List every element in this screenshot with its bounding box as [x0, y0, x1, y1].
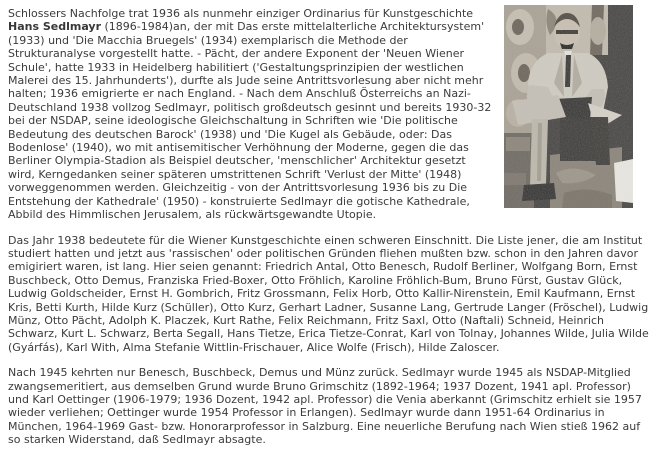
- sedlmayr-portrait-photo: [504, 5, 633, 208]
- person-name-hans-sedlmayr: Hans Sedlmayr: [8, 20, 102, 34]
- paragraph-post-1945: Nach 1945 kehrten nur Benesch, Buschbeck, Demus und Münz zurück. Sedlmayr wurde 1945 als NSDAP-Mitglied zwangsemeritiert, aus demselben Grund wurde Bruno Grimschitz (1892-1964; 1937 Dozent, 1941 apl. Professor) und Karl Oettinger (1906-1979; 1936 Dozent, 1942 apl. Professor) die Venia aberkannt (Grimschitz erhielt sie 1957 wieder verliehen; Oettinger wurde 1954 Professor in Erlangen). Sedlmayr wurde dann 1951-64 Ordinarius in München, 1964-1969 Gast- bzw. Honorarprofessor in Salzburg. Eine neuerliche Berufung nach Wien stieß 1962 auf so starken Widerstand, daß Sedlmayr absagte.: [8, 366, 642, 447]
- paragraph-1-text-after-name: (1896-1984)an, der mit Das erste mittelalterliche Architektursystem' (1933) und 'Die Macchia Bruegels' (1934) exemplarisch die Methode der Strukturanalyse vorgestellt hatte. - Pächt, der andere Exponent der 'Neuen Wiener Schule', hatte 1933 in Heidelberg habilitiert ('Gestaltungsprinzipien der westlichen Malerei des 15. Jahrhunderts'), durfte als Jude seine Antrittsvorlesung aber nicht mehr halten; 1936 emigrierte er nach England. - Nach dem Anschluß Österreichs an Nazi-Deutschland 1938 vollzog Sedlmayr, politisch großdeutsch gesinnt und bereits 1930-32 bei der NSDAP, seine ideologische Gleichschaltung in Schriften wie 'Die politische Bedeutung des deutschen Barock' (1938) und 'Die Kugel als Gebäude, oder: Das Bodenlose' (1940), wo mit antisemitischer Verhöhnung der Moderne, gegen die das Berliner Olympia-Stadion als Beispiel deutscher, 'menschlicher' Architektur gesetzt wird, Kerngedanken seiner späteren umstrittenen Schrift 'Verlust der Mitte' (1948) vorweggenommen werden. Gleichzeitig - von der Antrittsvorlesung 1936 bis zu Die Entstehung der Kathedrale' (1950) - konstruierte Sedlmayr die gotische Kathedrale, Abbild des Himmlischen Jerusalem, als rückwärtsgewandte Utopie.: [8, 20, 492, 222]
- paragraph-1-text-before-name: Schlossers Nachfolge trat 1936 als nunmehr einziger Ordinarius für Kunstgeschichte: [8, 7, 474, 20]
- paragraph-1938-emigration-list: Das Jahr 1938 bedeutete für die Wiener Kunstgeschichte einen schweren Einschnitt. Die Liste jener, die am Institut studiert hatten und jetzt aus 'rassischen' oder politischen Gründen fliehen mußten bzw. schon in den Jahren davor emigiriert waren, ist lang. Hier seien genannt: Friedrich Antal, Otto Benesch, Rudolf Berliner, Wolfgang Born, Ernst Buschbeck, Otto Demus, Franziska Fried-Boxer, Otto Fröhlich, Karoline Fröhlich-Bum, Bruno Fürst, Gustav Glück, Ludwig Goldscheider, Ernst H. Gombrich, Fritz Grossmann, Felix Horb, Otto Kallir-Nirenstein, Emil Kaufmann, Ernst Kris, Betti Kurth, Hilde Kurz (Schüller), Otto Kurz, Gerhart Ladner, Susanne Lang, Gertrude Langer (Fröschel), Ludwig Münz, Otto Pächt, Adolph K. Placzek, Kurt Rathe, Felix Reichmann, Fritz Saxl, Otto (Naftali) Schneid, Heinrich Schwarz, Kurt L. Schwarz, Berta Segall, Hans Tietze, Erica Tietze-Conrat, Karl von Tolnay, Johannes Wilde, Julia Wilde (Gyárfás), Karl With, Alma Stefanie Wittlin-Frischauer, Alice Wolfe (Frisch), Hilde Zaloscer.: [8, 233, 649, 354]
- portrait-photo-graphic: [504, 5, 633, 208]
